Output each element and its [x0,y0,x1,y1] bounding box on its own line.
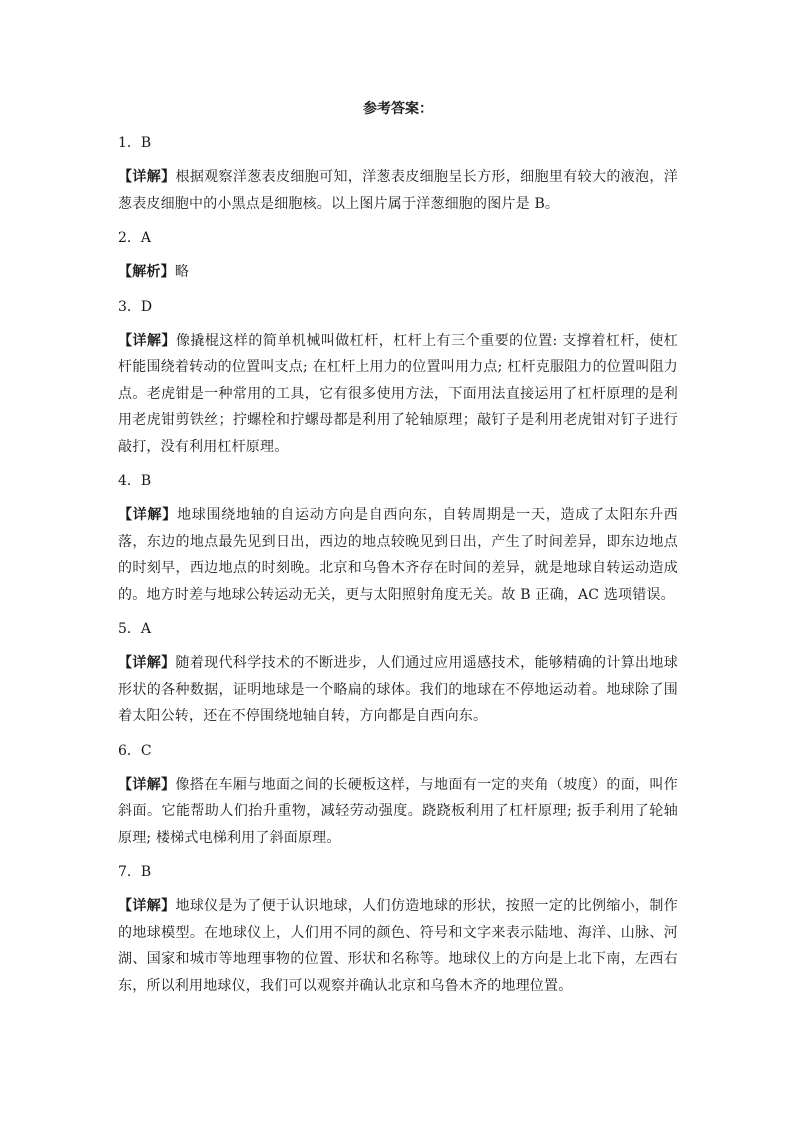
explanation-tag: 【详解】 [118,169,176,185]
answer-explanation [118,502,678,608]
explanation-text: 地球仪是为了便于认识地球，人们仿造地球的形状，按照一定的比例缩小，制作的地球模型。在地球仪上，人们用不同的颜色、符号和文字来表示陆地、海洋、山脉、河湖、国家和城市等地理事物的位置、形状和名称等。地球仪上的方向是上北下南，左西右东，所以利用地球仪，我们可以观察并确认北京和乌鲁木齐的地理位置。 [118,898,678,994]
answer-item-7 [118,859,678,999]
answer-number: 1．B [118,135,152,151]
answer-explanation [118,650,678,730]
explanation-text: 像撬棍这样的简单机械叫做杠杆，杠杆上有三个重要的位置: 支撑着杠杆，使杠杆能围绕着转动的位置叫支点; 在杠杆上用力的位置叫用力点; 杠杆克服阻力的位置叫阻力点。老虎钳是一种常用的工具，它有很多使用方法，下面用法直接运用了杠杆原理的是利用老虎钳剪铁丝；拧螺栓和拧螺母都是利用了轮轴原理；敲钉子是利用老虎钳对钉子进行敲打，没有利用杠杆原理。 [118,332,678,455]
answer-item-3 [118,294,678,461]
explanation-tag: 【详解】 [118,898,176,914]
answer-number: 5．A [118,621,152,637]
answer-number: 6．C [118,742,152,759]
explanation-tag: 【解析】 [118,264,175,280]
explanation-text: 根据观察洋葱表皮细胞可知，洋葱表皮细胞呈长方形，细胞里有较大的液泡，洋葱表皮细胞中的小黑点是细胞核。以上图片属于洋葱细胞的图片是 B。 [118,169,678,212]
explanation-text: 像搭在车厢与地面之间的长硬板这样，与地面有一定的夹角（坡度）的面，叫作斜面。它能帮助人们抬升重物，减轻劳动强度。跷跷板利用了杠杆原理; 扳手利用了轮轴原理; 楼梯式电梯利用了斜面原理。 [118,776,678,846]
answer-number: 7．B [118,864,152,880]
answer-explanation [118,328,678,461]
explanation-text: 地球围绕地轴的自运动方向是自西向东，自转周期是一天，造成了太阳东升西落，东边的地点最先见到日出，西边的地点较晚见到日出，产生了时间差异，即东边地点的时刻早，西边地点的时刻晚。北京和乌鲁木齐存在时间的差异，就是地球自转运动造成的。地方时差与地球公转运动无关，更与太阳照射角度无关。故 B 正确，AC 选项错误。 [118,507,678,603]
answer-item-6 [118,738,678,852]
answer-item-4 [118,468,678,608]
answer-item-2 [118,225,678,286]
page-title: 参考答案： [363,101,433,117]
explanation-text: 随着现代科学技术的不断进步，人们通过应用遥感技术，能够精确的计算出地球形状的各种数据，证明地球是一个略扁的球体。我们的地球在不停地运动着。地球除了围着太阳公转，还在不停围绕地轴自转，方向都是自西向东。 [118,655,678,724]
answer-number: 3．D [118,298,153,315]
explanation-tag: 【详解】 [118,655,176,671]
answer-number: 4．B [118,473,152,489]
explanation-text: 略 [174,264,190,280]
answer-number: 2．A [118,230,152,246]
answer-item-5 [118,616,678,730]
answer-explanation [118,893,678,999]
answer-explanation [118,259,678,286]
answer-explanation [118,164,678,217]
answer-explanation [118,772,678,852]
answer-item-1 [118,130,678,217]
explanation-tag: 【详解】 [118,776,176,793]
answer-key-content [118,96,678,999]
explanation-tag: 【详解】 [118,507,178,523]
explanation-tag: 【详解】 [118,332,176,349]
